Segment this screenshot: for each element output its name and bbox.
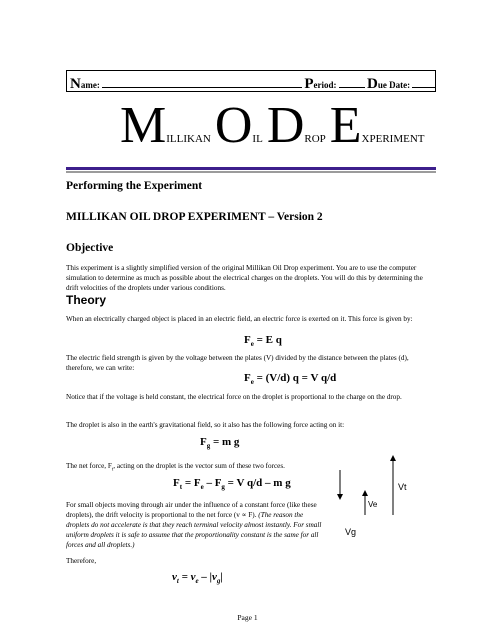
theory-paragraph-6 — [66, 500, 326, 550]
ve-label: Ve — [368, 500, 378, 509]
page-number: Page 1 — [237, 613, 258, 622]
name-blank[interactable] — [102, 78, 302, 88]
equation-net-force: $F_t = F_e - F_g = V$ q/d – m g — [173, 477, 291, 492]
heading-theory: Theory — [66, 293, 107, 307]
heading-version: MILLIKAN OIL DROP EXPERIMENT – Version 2 — [66, 211, 323, 223]
title-cap-d: D — [266, 97, 305, 154]
title-cap-m: M — [120, 97, 167, 154]
title-word-experiment: XPERIMENT — [361, 133, 425, 145]
equation-velocity: $v_t = v_e - |v_g|$ — [172, 571, 223, 586]
equation-electric-force-expanded: $F_e = (V/d) q = V$ q/d — [244, 372, 337, 387]
theory-paragraph-6-main: For small objects moving through air under the influence of a constant force (like these droplets), the drift velocity is proportional to the net force (v ∝ F). — [66, 501, 317, 519]
heading-objective: Objective — [66, 242, 114, 254]
theory-paragraph-2: The electric field strength is given by the voltage between the plates (V) divided by the distance between the plates (d), therefore, we can write: — [66, 354, 409, 372]
period-label: Period: — [304, 76, 337, 92]
theory-paragraph-6-italic: (The reason the droplets do not accelerate is that they reach terminal velocity almost instantly. For small uniform droplets it is safe to assume that the proportionality constant is the same for all forces and all droplets.) — [66, 511, 322, 549]
heading-performing: Performing the Experiment — [66, 180, 203, 192]
theory-paragraph-4: The droplet is also in the earth's gravitational field, so it also has the following force acting on it: — [66, 421, 345, 429]
equation-gravitational-force: $F_g = m$ g — [200, 436, 240, 451]
theory-paragraph-3: Notice that if the voltage is held constant, the electrical force on the droplet is proportional to the charge on the drop. — [66, 393, 402, 401]
theory-paragraph-5: The net force, $F_t$, acting on the droplet is the vector sum of these two forces. — [66, 462, 285, 473]
vt-label: Vt — [398, 482, 407, 492]
objective-paragraph: This experiment is a slightly simplified version of the original Millikan Oil Drop experiment. You are to use the computer simulation to determine as much as possible about the electrical charges on the droplets. You will do this by determining the drift velocities of the droplets under various conditions. — [66, 264, 423, 292]
due-date-label: Due Date: — [367, 76, 411, 92]
title-word-oil: IL — [252, 133, 263, 145]
name-label: Name: — [70, 76, 100, 92]
title-word-drop: ROP — [304, 133, 326, 145]
title-cap-e: E — [329, 97, 362, 154]
velocity-vector-diagram — [330, 455, 450, 595]
therefore-label: Therefore, — [66, 557, 97, 565]
title-word-millikan: ILLIKAN — [166, 133, 211, 145]
title-rule-secondary — [66, 171, 436, 173]
document-title — [120, 97, 425, 154]
vg-label: Vg — [345, 527, 357, 537]
due-date-blank[interactable] — [412, 78, 436, 88]
title-cap-o: O — [214, 97, 253, 154]
period-blank[interactable] — [339, 78, 365, 88]
name-period-due-box — [66, 70, 436, 92]
theory-paragraph-1: When an electrically charged object is placed in an electric field, an electric force is exerted on it. This force is given by: — [66, 315, 413, 323]
title-rule-primary — [66, 167, 436, 170]
equation-electric-force: $F_e = E$ q — [244, 334, 282, 349]
header-row — [70, 76, 436, 92]
